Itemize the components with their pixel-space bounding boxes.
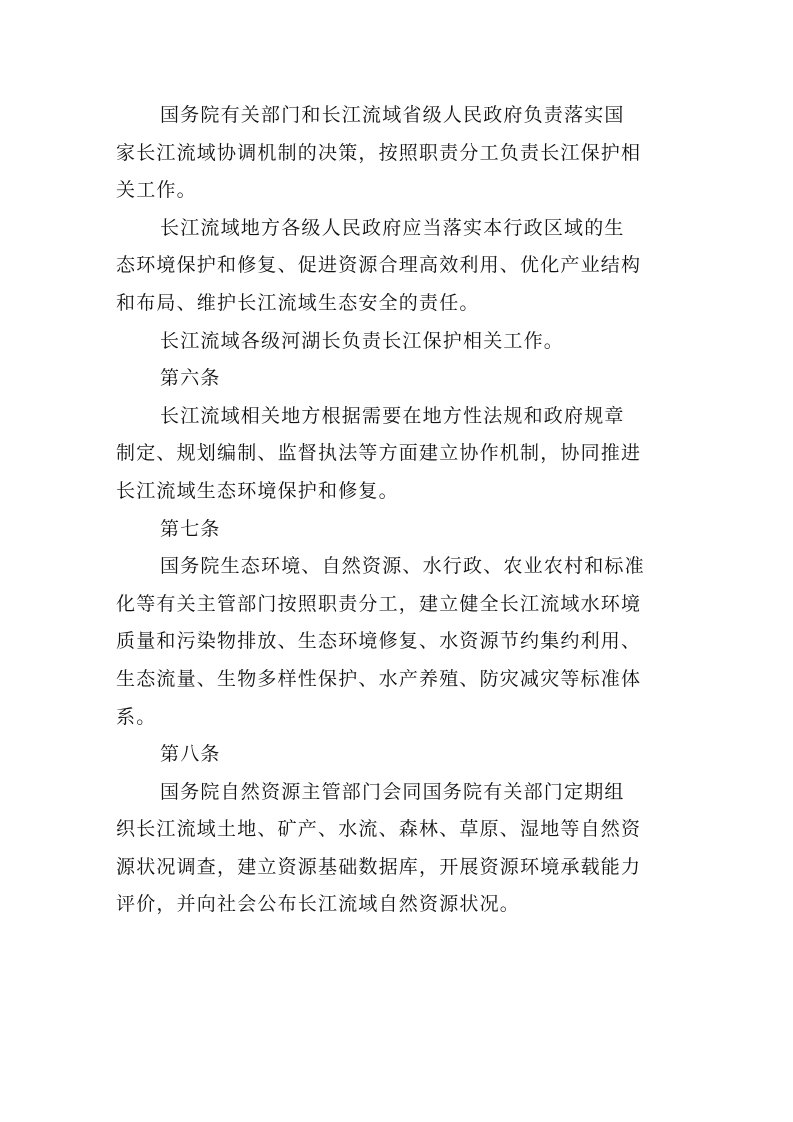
- paragraph-3: [116, 323, 676, 361]
- paragraph-line: 关工作。: [116, 179, 197, 202]
- paragraph-line: 织长江流域土地、矿产、水流、森林、草原、湿地等自然资: [116, 818, 642, 841]
- paragraph-line: 生态流量、生物多样性保护、水产养殖、防灾减灾等标准体: [116, 667, 642, 690]
- paragraph-line: 源状况调查，建立资源基础数据库，开展资源环境承载能力: [116, 855, 642, 878]
- paragraph-line: 制定、规划编制、监督执法等方面建立协作机制，协同推进: [116, 442, 642, 465]
- article-heading-text: 第六条: [160, 367, 221, 390]
- paragraph-line: 系。: [116, 705, 157, 728]
- paragraph-line: 家长江流域协调机制的决策，按照职责分工负责长江保护相: [116, 141, 642, 164]
- paragraph-1: [116, 97, 676, 210]
- paragraph-line: 国务院自然资源主管部门会同国务院有关部门定期组: [160, 780, 625, 803]
- paragraph-line: 国务院生态环境、自然资源、水行政、农业农村和标准: [160, 555, 645, 578]
- paragraph-line: 长江流域地方各级人民政府应当落实本行政区域的生: [160, 216, 625, 239]
- paragraph-6: [116, 774, 676, 924]
- paragraph-line: 长江流域相关地方根据需要在地方性法规和政府规章: [160, 404, 625, 427]
- paragraph-5: [116, 548, 676, 736]
- paragraph-line: 长江流域生态环境保护和修复。: [116, 479, 399, 502]
- paragraph-line: 评价，并向社会公布长江流域自然资源状况。: [116, 893, 521, 916]
- article-heading-text: 第八条: [160, 743, 221, 766]
- paragraph-4: [116, 398, 676, 511]
- article-heading-6: [116, 360, 676, 398]
- paragraph-line: 和布局、维护长江流域生态安全的责任。: [116, 291, 480, 314]
- paragraph-line: 国务院有关部门和长江流域省级人民政府负责落实国: [160, 104, 625, 126]
- article-heading-7: [116, 511, 676, 549]
- article-heading-text: 第七条: [160, 517, 221, 540]
- paragraph-line: 质量和污染物排放、生态环境修复、水资源节约集约利用、: [116, 630, 642, 653]
- paragraph-line: 态环境保护和修复、促进资源合理高效利用、优化产业结构: [116, 254, 642, 277]
- article-heading-8: [116, 736, 676, 774]
- paragraph-line: 长江流域各级河湖长负责长江保护相关工作。: [160, 329, 565, 352]
- document-body: [116, 97, 676, 924]
- paragraph-line: 化等有关主管部门按照职责分工，建立健全长江流域水环境: [116, 592, 642, 615]
- paragraph-2: [116, 210, 676, 323]
